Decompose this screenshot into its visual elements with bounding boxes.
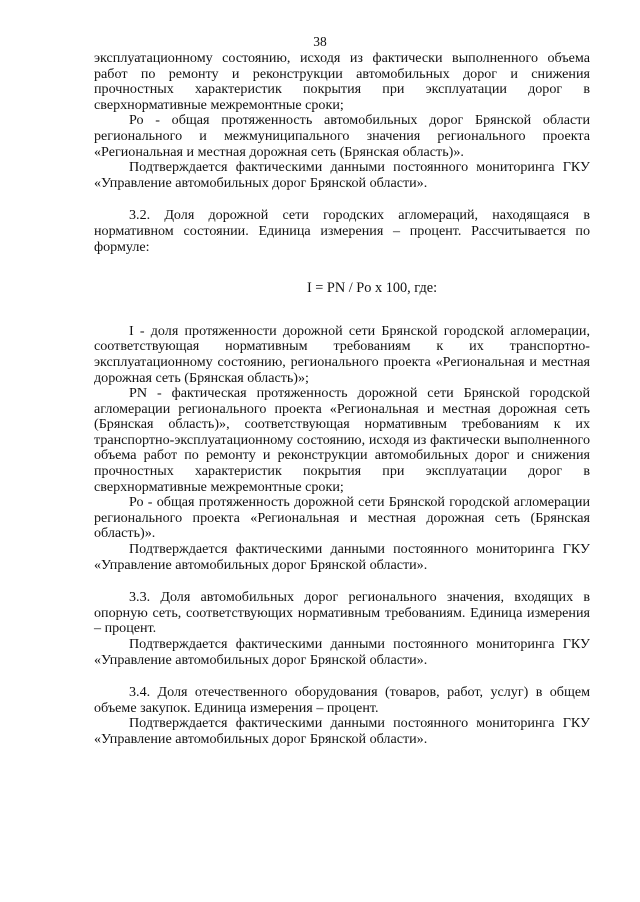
paragraph-confirmation: Подтверждается фактическими данными постоянного мониторинга ГКУ «Управление автомобильных дорог Брянской области». — [94, 159, 590, 191]
paragraph-confirmation-3: Подтверждается фактическими данными постоянного мониторинга ГКУ «Управление автомобильных дорог Брянской области». — [94, 636, 590, 668]
paragraph-confirmation-4: Подтверждается фактическими данными постоянного мониторинга ГКУ «Управление автомобильных дорог Брянской области». — [94, 715, 590, 747]
section-3-4-heading: 3.4. Доля отечественного оборудования (товаров, работ, услуг) в общем объеме закупок. Единица измерения – процент. — [94, 684, 590, 716]
paragraph-continuation: эксплуатационному состоянию, исходя из фактически выполненного объема работ по ремонту и реконструкции автомобильных дорог и снижения прочностных характеристик покрытия при эксплуатации дорог в сверхнормативные межремонтные сроки; — [94, 50, 590, 113]
document-body — [94, 51, 590, 748]
paragraph-pn-definition: PN - фактическая протяженность дорожной сети Брянской городской агломерации регионального проекта «Региональная и местная дорожная сеть (Брянская область)», соответствующая нормативным требованиям к их транспортно-эксплуатационному состоянию, исходя из фактически выполненного объема работ по ремонту и реконструкции автомобильных дорог и снижения прочностных характеристик покрытия при эксплуатации дорог в сверхнормативные межремонтные сроки; — [94, 385, 590, 495]
paragraph-po-definition: Ро - общая протяженность автомобильных дорог Брянской области регионального и межмуниципального значения регионального проекта «Региональная и местная дорожная сеть (Брянская область)». — [94, 112, 590, 160]
paragraph-i-definition: I - доля протяженности дорожной сети Брянской городской агломерации, соответствующая нормативным требованиям к их транспортно-эксплуатационному состоянию, регионального проекта «Региональная и местная дорожная сеть (Брянская область)»; — [94, 322, 590, 386]
formula: I = PN / Po x 100, где: — [306, 280, 438, 297]
section-3-3-heading: 3.3. Доля автомобильных дорог регионального значения, входящих в опорную сеть, соответствующих нормативным требованиям. Единица измерения – процент. — [94, 589, 590, 637]
section-3-2-heading: 3.2. Доля дорожной сети городских агломераций, находящаяся в нормативном состоянии. Единица измерения – процент. Рассчитывается по формуле: — [94, 207, 590, 255]
page-number: 38 — [313, 34, 327, 49]
paragraph-po-definition-2: Ро - общая протяженность дорожной сети Брянской городской агломерации регионального проекта «Региональная и местная дорожная сеть (Брянская область)». — [94, 494, 590, 542]
paragraph-confirmation-2: Подтверждается фактическими данными постоянного мониторинга ГКУ «Управление автомобильных дорог Брянской области». — [94, 541, 590, 573]
